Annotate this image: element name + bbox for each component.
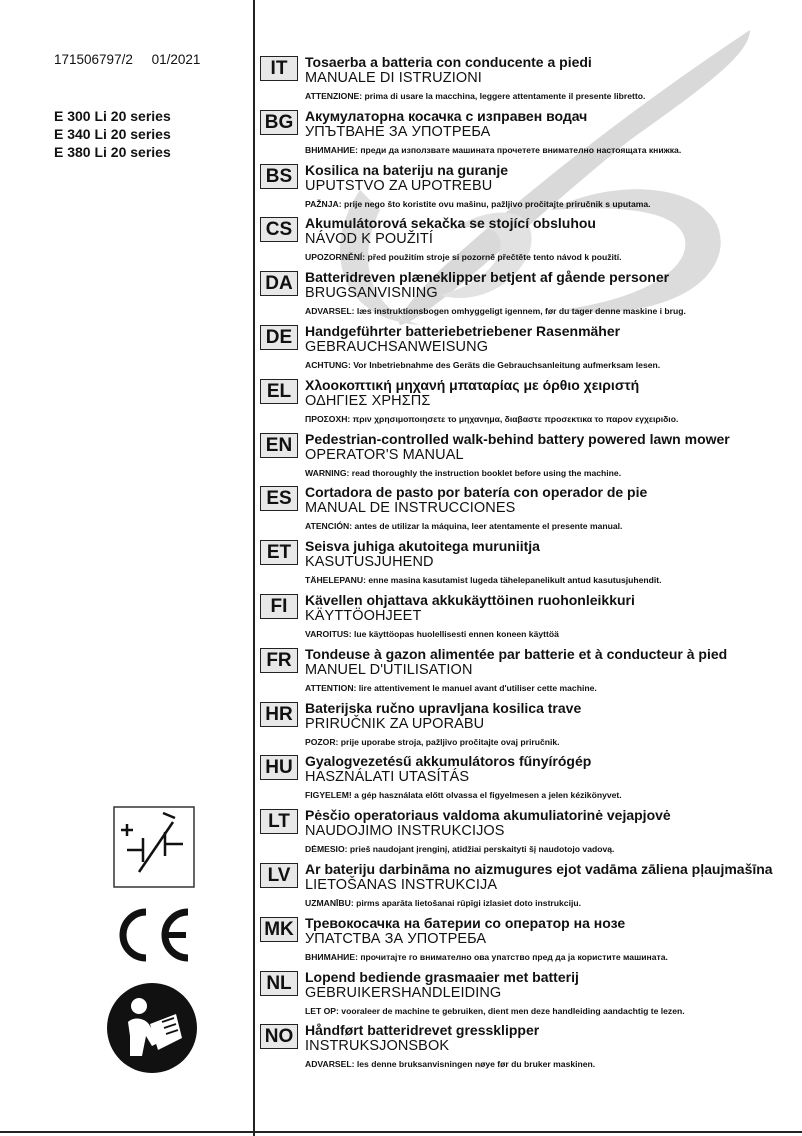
model-series-list <box>54 107 171 161</box>
entry-warning: FIGYELEM! a gép használata előtt olvassa el figyelmesen a jelen kézikönyvet. <box>305 790 622 801</box>
entry-title: Handgeführter batteriebetriebener Rasenmäher <box>305 322 621 339</box>
language-entry-es <box>260 484 800 538</box>
language-code-badge: FI <box>260 594 298 619</box>
language-entry-lv <box>260 861 800 915</box>
entry-warning: ADVARSEL: læs instruktionsbogen omhyggeligt igennem, før du tager denne maskine i brug. <box>305 306 686 317</box>
entry-title: Seisva juhiga akutoitega muruniitja <box>305 538 540 555</box>
entry-title: Тревокосачка на батерии со оператор на нозе <box>305 914 626 931</box>
entry-warning: DĖMESIO: prieš naudojant įrenginį, atidžiai perskaityti šį naudotojo vadovą. <box>305 844 615 855</box>
entry-subtitle: ΟΔΗΓΙΕΣ ΧΡΗΣΠΣ <box>305 392 431 409</box>
language-code-badge: ES <box>260 486 298 511</box>
entry-warning: ВНИМАНИЕ: прочитајте го внимателно ова упатство пред да ја користите машината. <box>305 951 668 962</box>
language-code-badge: NO <box>260 1024 298 1049</box>
entry-title: Акумулаторна косачка с изправен водач <box>305 107 588 124</box>
entry-warning: ΠΡΟΣΟΧΗ: πριν χρησιμοποιησετε το μηχανημα, διαβαστε προσεκτικα το παρον εγχειριδιο. <box>305 413 679 424</box>
entry-warning: UZMANĪBU: pirms aparāta lietošanai rūpīgi izlasiet doto instrukciju. <box>305 897 581 908</box>
entry-warning: PAŽNJA: prije nego što koristite ovu mašinu, pažljivo pročitajte priručnik s uputama. <box>305 198 651 209</box>
language-code-badge: NL <box>260 971 298 996</box>
entry-title: Kävellen ohjattava akkukäyttöinen ruohonleikkuri <box>305 591 635 608</box>
entry-subtitle: УПЪТВАНЕ ЗА УПОТРЕБА <box>305 123 491 140</box>
language-code-badge: BG <box>260 110 298 135</box>
entry-warning: TÄHELEPANU: enne masina kasutamist lugeda tähelepanelikult antud kasutusjuhendit. <box>305 575 662 586</box>
language-entry-bs <box>260 162 800 216</box>
entry-warning: LET OP: vooraleer de machine te gebruiken, dient men deze handleiding aandachtig te lezen. <box>305 1005 685 1016</box>
language-entry-et <box>260 538 800 592</box>
language-entry-fr <box>260 646 800 700</box>
entry-title: Batteridreven plæneklipper betjent af gående personer <box>305 269 670 286</box>
language-code-badge: IT <box>260 56 298 81</box>
entry-subtitle: OPERATOR'S MANUAL <box>305 446 464 463</box>
document-number: 171506797/2 <box>54 52 133 67</box>
language-code-badge: DE <box>260 325 298 350</box>
entry-subtitle: INSTRUKSJONSBOK <box>305 1038 450 1055</box>
language-code-badge: EL <box>260 379 298 404</box>
entry-subtitle: УПАТСТВА ЗА УПОТРЕБА <box>305 930 487 947</box>
entry-subtitle: PRIRUČNIK ZA UPORABU <box>305 715 485 732</box>
entry-title: Pedestrian-controlled walk-behind battery powered lawn mower <box>305 430 730 447</box>
entry-subtitle: KASUTUSJUHEND <box>305 554 434 571</box>
vertical-divider <box>253 0 255 1136</box>
document-date: 01/2021 <box>151 52 201 67</box>
read-manual-icon <box>106 982 198 1074</box>
language-code-badge: DA <box>260 271 298 296</box>
entry-subtitle: BRUGSANVISNING <box>305 285 438 302</box>
language-entry-no <box>260 1022 800 1076</box>
entry-subtitle: KÄYTTÖOHJEET <box>305 607 422 624</box>
model-series: E 380 Li 20 series <box>54 144 171 160</box>
model-series: E 300 Li 20 series <box>54 108 171 124</box>
language-code-badge: HR <box>260 702 298 727</box>
entry-warning: ВНИМАНИЕ: преди да използвате машината прочетете внимателно настоящата книжка. <box>305 144 682 155</box>
entry-subtitle: UPUTSTVO ZA UPOTREBU <box>305 177 493 194</box>
entry-subtitle: HASZNÁLATI UTASÍTÁS <box>305 769 470 786</box>
entry-title: Pėsčio operatoriaus valdoma akumuliatorinė vejapjovė <box>305 807 671 824</box>
entry-title: Cortadora de pasto por batería con operador de pie <box>305 484 648 501</box>
entry-warning: WARNING: read thoroughly the instruction booklet before using the machine. <box>305 467 622 478</box>
entry-warning: ADVARSEL: les denne bruksanvisningen nøye før du bruker maskinen. <box>305 1059 596 1070</box>
language-entry-bg <box>260 108 800 162</box>
entry-warning: ATENCIÓN: antes de utilizar la máquina, leer atentamente el presente manual. <box>305 521 623 532</box>
entry-warning: VAROITUS: lue käyttöopas huolellisesti ennen koneen käyttöä <box>305 628 559 639</box>
entry-warning: ATTENZIONE: prima di usare la macchina, leggere attentamente il presente libretto. <box>305 91 646 101</box>
document-number-line <box>54 52 200 67</box>
entry-subtitle: MANUEL D'UTILISATION <box>305 661 473 678</box>
entry-subtitle: GEBRAUCHSANWEISUNG <box>305 338 489 355</box>
language-entry-hr <box>260 700 800 754</box>
language-code-badge: LV <box>260 863 298 888</box>
language-entries <box>260 54 800 1076</box>
entry-title: Akumulátorová sekačka se stojící obsluhou <box>305 215 596 232</box>
entry-title: Tondeuse à gazon alimentée par batterie et à conducteur à pied <box>305 645 728 662</box>
entry-subtitle: NÁVOD K POUŽITÍ <box>305 231 433 248</box>
entry-title: Lopend bediende grasmaaier met batterij <box>305 968 579 985</box>
language-entry-fi <box>260 592 800 646</box>
language-code-badge: MK <box>260 917 298 942</box>
language-entry-it <box>260 54 800 108</box>
entry-title: Ar bateriju darbināma no aizmugures ejot vadāma zāliena pļaujmašīna <box>305 860 773 877</box>
entry-title: Tosaerba a batteria con conducente a piedi <box>305 54 592 70</box>
battery-polarity-icon <box>113 806 195 888</box>
language-entry-de <box>260 323 800 377</box>
model-series: E 340 Li 20 series <box>54 126 171 142</box>
entry-subtitle: MANUALE DI ISTRUZIONI <box>305 70 482 86</box>
language-entry-lt <box>260 807 800 861</box>
entry-title: Baterijska ručno upravljana kosilica trave <box>305 699 582 716</box>
language-entry-mk <box>260 915 800 969</box>
entry-title: Gyalogvezetésű akkumulátoros fűnyírógép <box>305 753 592 770</box>
language-entry-en <box>260 431 800 485</box>
entry-warning: UPOZORNĚNÍ: před použitím stroje si pozorně přečtěte tento návod k použití. <box>305 252 622 263</box>
entry-title: Håndført batteridrevet gressklipper <box>305 1022 540 1039</box>
bottom-rule <box>0 1131 802 1133</box>
language-entry-cs <box>260 215 800 269</box>
language-code-badge: ET <box>260 540 298 565</box>
language-code-badge: LT <box>260 809 298 834</box>
language-entry-el <box>260 377 800 431</box>
entry-warning: ACHTUNG: Vor Inbetriebnahme des Geräts die Gebrauchsanleitung aufmerksam lesen. <box>305 359 661 370</box>
entry-title: Χλοοκοπτική μηχανή μπαταρίας με όρθιο χειριστή <box>305 376 640 393</box>
language-entry-hu <box>260 753 800 807</box>
entry-warning: ATTENTION: lire attentivement le manuel avant d'utiliser cette machine. <box>305 682 597 693</box>
entry-subtitle: GEBRUIKERSHANDLEIDING <box>305 984 502 1001</box>
language-code-badge: CS <box>260 217 298 242</box>
entry-title: Kosilica na bateriju na guranje <box>305 161 509 178</box>
ce-mark-icon <box>112 906 194 964</box>
language-code-badge: FR <box>260 648 298 673</box>
language-code-badge: HU <box>260 755 298 780</box>
language-code-badge: EN <box>260 433 298 458</box>
language-entry-nl <box>260 969 800 1023</box>
entry-subtitle: NAUDOJIMO INSTRUKCIJOS <box>305 823 505 840</box>
entry-warning: POZOR: prije uporabe stroja, pažljivo pročitajte ovaj priručnik. <box>305 736 560 747</box>
entry-subtitle: MANUAL DE INSTRUCCIONES <box>305 500 516 517</box>
entry-subtitle: LIETOŠANAS INSTRUKCIJA <box>305 876 498 893</box>
language-entry-da <box>260 269 800 323</box>
language-code-badge: BS <box>260 164 298 189</box>
